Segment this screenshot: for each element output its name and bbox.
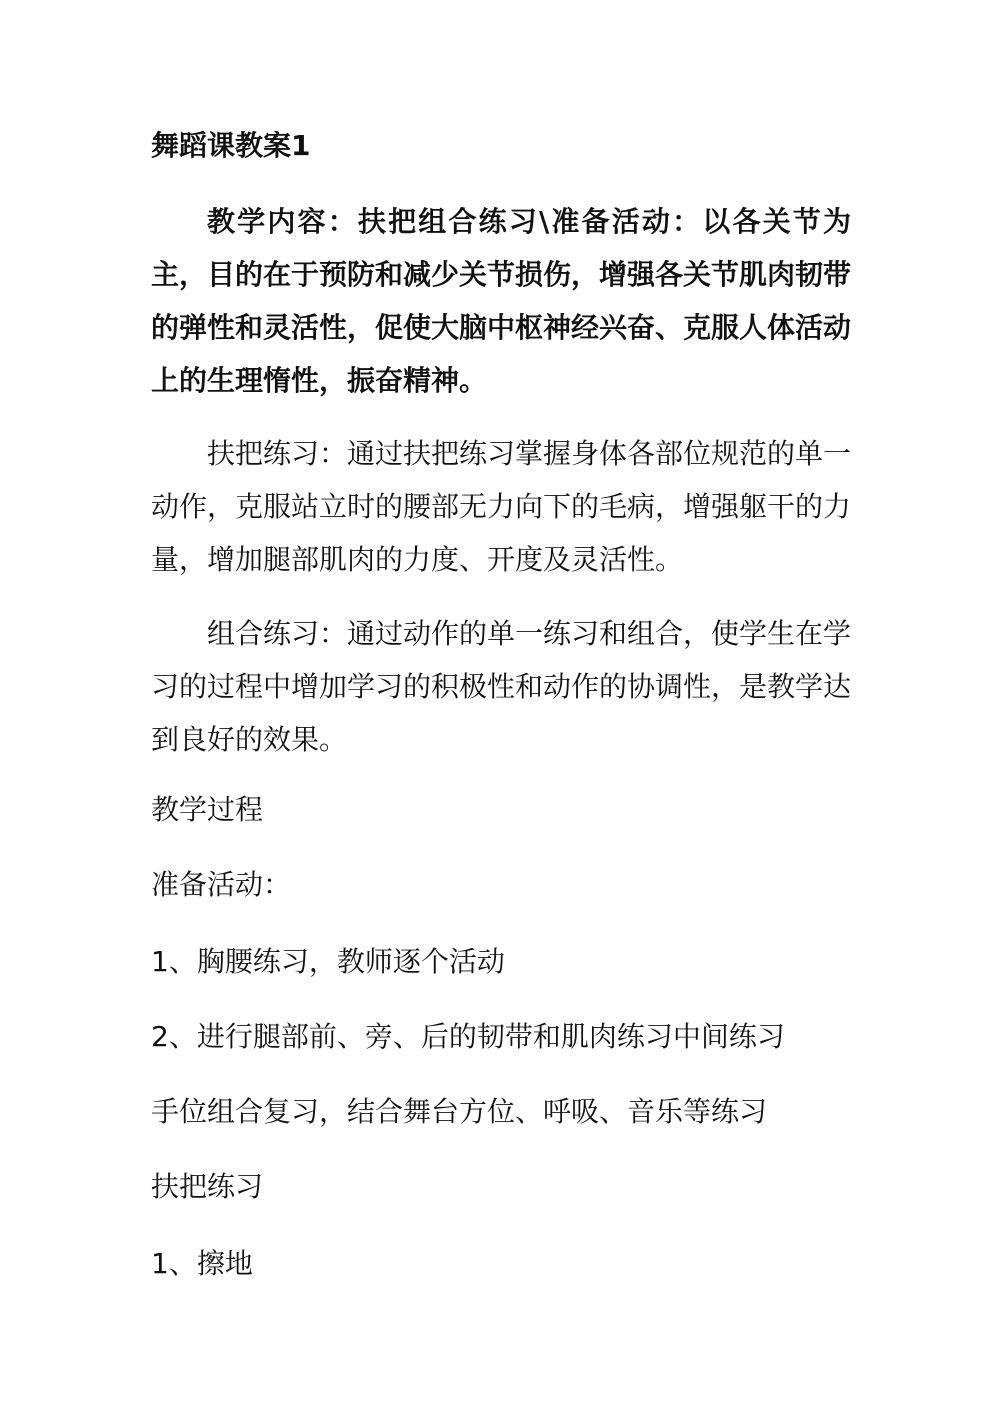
list-item: 1、胸腰练习，教师逐个活动: [151, 945, 505, 978]
combination-practice-paragraph: 组合练习：通过动作的单一练习和组合，使学生在学习的过程中增加学习的积极性和动作的协调性，是教学达到良好的效果。: [151, 617, 852, 756]
document-title: 舞蹈课教案1: [151, 129, 311, 162]
list-item: 2、进行腿部前、旁、后的韧带和肌肉练习中间练习: [151, 1020, 785, 1053]
section-heading-barre: 扶把练习: [151, 1170, 264, 1203]
section-heading-teaching-process: 教学过程: [151, 793, 264, 826]
section-heading-warmup: 准备活动：: [151, 868, 292, 901]
list-item: 1、擦地: [151, 1247, 253, 1280]
teaching-content-paragraph: 教学内容：扶把组合练习\准备活动：以各关节为主，目的在于预防和减少关节损伤，增强各关节肌肉韧带的弹性和灵活性，促使大脑中枢神经兴奋、克服人体活动上的生理惰性，振奋精神。: [151, 205, 852, 397]
barre-practice-paragraph: 扶把练习：通过扶把练习掌握身体各部位规范的单一动作，克服站立时的腰部无力向下的毛病，增强躯干的力量，增加腿部肌肉的力度、开度及灵活性。: [151, 437, 852, 576]
text-line: 手位组合复习，结合舞台方位、呼吸、音乐等练习: [151, 1095, 768, 1128]
